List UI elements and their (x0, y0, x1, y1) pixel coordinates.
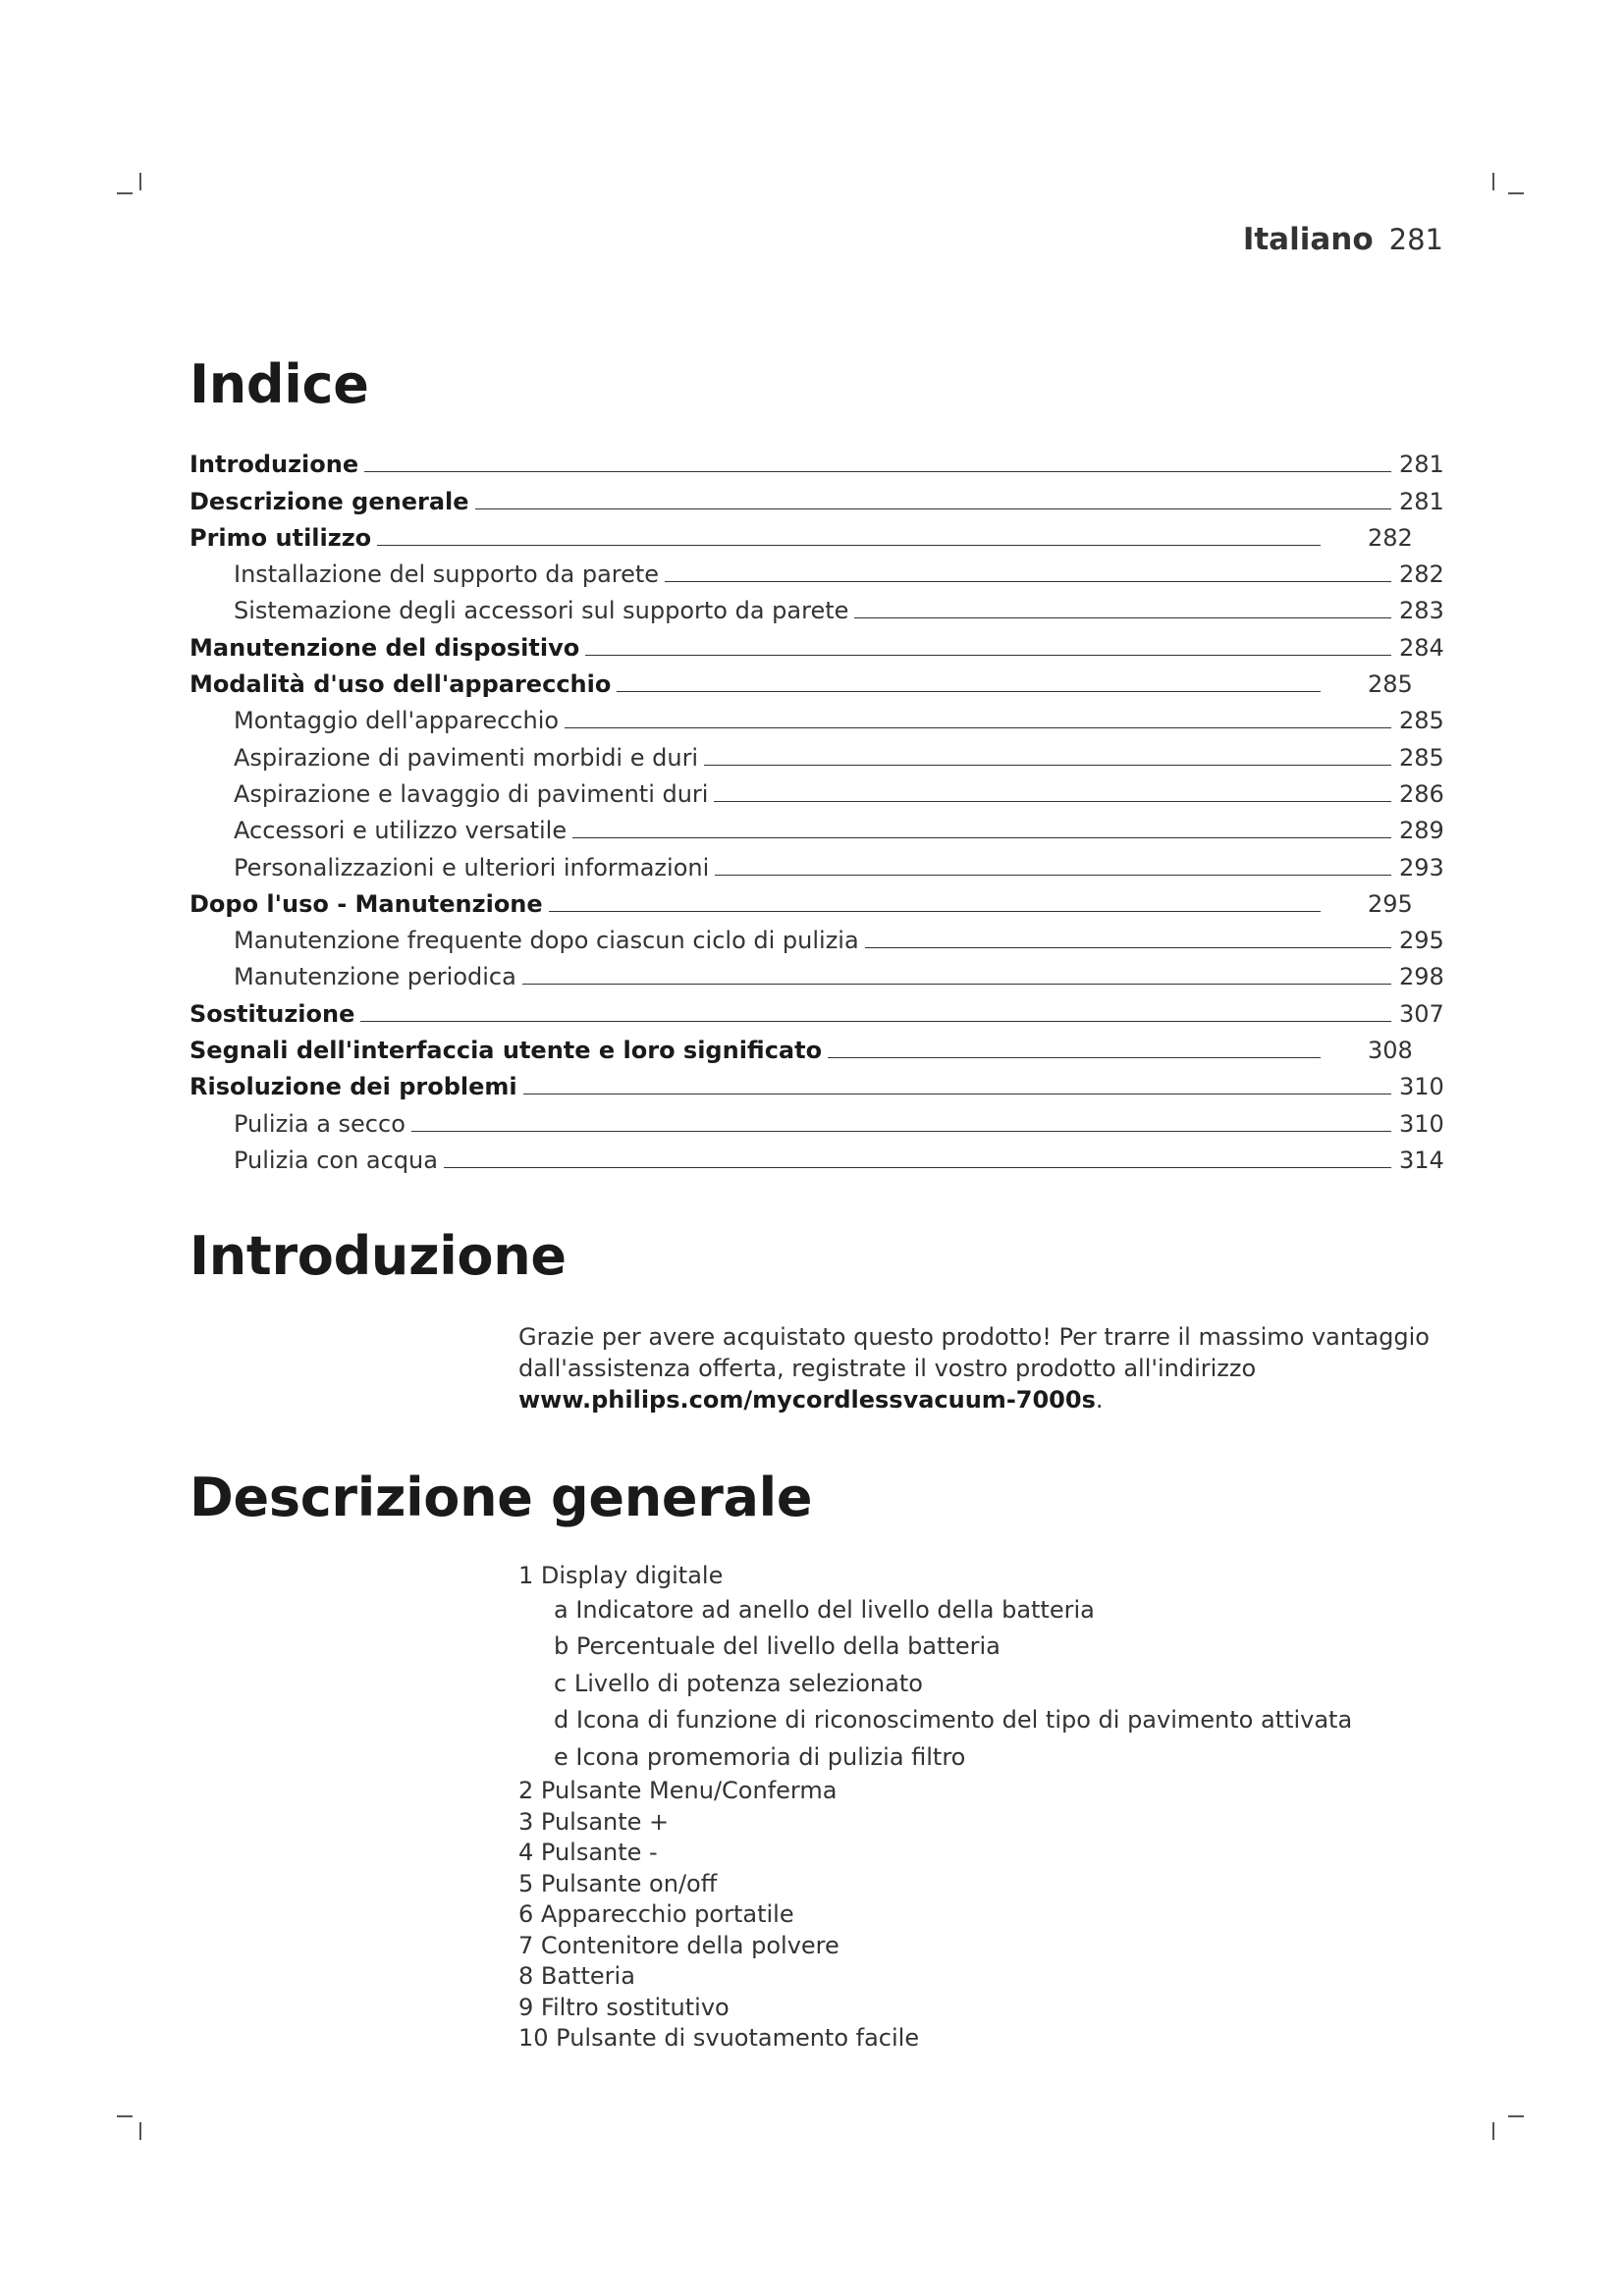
toc-entry-page: 285 (1399, 743, 1444, 772)
toc-entry-title: Modalità d'uso dell'apparecchio (189, 670, 612, 699)
toc-entry-title: Segnali dell'interfaccia utente e loro significato (189, 1037, 823, 1065)
toc-entry[interactable] (189, 881, 1456, 918)
overview-item: a Indicatore ad anello del livello della batteria (554, 1595, 1095, 1624)
toc-entry[interactable] (189, 478, 1456, 514)
toc-entry-title: Accessori e utilizzo versatile (234, 817, 568, 845)
toc-entry[interactable] (189, 844, 1456, 881)
introduction-paragraph (518, 1321, 1432, 1415)
overview-item: c Livello di potenza selezionato (554, 1669, 923, 1697)
table-of-contents (189, 442, 1456, 1174)
toc-entry-title: Risoluzione dei problemi (189, 1073, 517, 1101)
toc-entry-title: Pulizia a secco (234, 1109, 406, 1138)
overview-item: 3 Pulsante + (518, 1807, 670, 1836)
toc-entry-page: 307 (1399, 999, 1444, 1028)
page-number: 281 (1388, 223, 1443, 256)
toc-entry-page: 282 (1399, 561, 1444, 589)
toc-entry-title: Manutenzione periodica (234, 963, 516, 991)
overview-item: 4 Pulsante - (518, 1839, 658, 1866)
crop-mark (1492, 173, 1494, 190)
overview-item: 9 Filtro sostitutivo (518, 1993, 730, 2021)
toc-entry[interactable] (189, 954, 1456, 990)
language-label: Italiano (1242, 222, 1374, 257)
toc-entry-page: 293 (1399, 853, 1444, 881)
toc-leader-line (475, 507, 1391, 509)
page-header (1243, 222, 1443, 257)
toc-entry-title: Dopo l'uso - Manutenzione (189, 889, 543, 918)
toc-entry-page: 284 (1399, 633, 1444, 662)
toc-leader-line (360, 1020, 1391, 1022)
toc-leader-line (585, 654, 1391, 656)
overview-heading: Descrizione generale (189, 1467, 813, 1528)
toc-entry-page: 295 (1368, 889, 1413, 918)
registration-url[interactable]: www.philips.com/mycordlessvacuum-7000s (518, 1386, 1096, 1414)
toc-entry[interactable] (189, 1100, 1456, 1137)
overview-item: 7 Contenitore della polvere (518, 1931, 839, 1959)
crop-mark (139, 173, 141, 190)
toc-entry-title: Sistemazione degli accessori sul supporto da parete (234, 597, 849, 625)
toc-leader-line (549, 910, 1321, 912)
toc-leader-line (523, 1093, 1391, 1095)
crop-mark (117, 2115, 133, 2117)
overview-item: 6 Apparecchio portatile (518, 1900, 794, 1928)
toc-entry[interactable] (189, 734, 1456, 771)
toc-entry-page: 281 (1399, 451, 1444, 479)
crop-mark (139, 2122, 141, 2140)
overview-list (518, 1561, 1500, 2055)
toc-entry-page: 283 (1399, 597, 1444, 625)
toc-entry-page: 285 (1399, 707, 1444, 735)
toc-entry-title: Primo utilizzo (189, 523, 372, 552)
introduction-text: Grazie per avere acquistato questo prodotto! Per trarre il massimo vantaggio dall'assistenza offerta, registrate il vostro prodotto all'indirizzo (518, 1323, 1430, 1382)
toc-leader-line (854, 616, 1391, 618)
overview-item: 2 Pulsante Menu/Conferma (518, 1777, 838, 1804)
toc-entry[interactable] (189, 588, 1456, 624)
crop-mark (1492, 2122, 1494, 2140)
toc-entry[interactable] (189, 990, 1456, 1027)
overview-item: 10 Pulsante di svuotamento facile (518, 2024, 920, 2052)
crop-mark (1508, 2115, 1524, 2117)
toc-entry[interactable] (189, 624, 1456, 661)
toc-leader-line (364, 470, 1391, 472)
toc-entry-title: Manutenzione frequente dopo ciascun ciclo di pulizia (234, 927, 859, 955)
toc-leader-line (444, 1166, 1391, 1168)
toc-entry-page: 286 (1399, 779, 1444, 808)
toc-entry-title: Installazione del supporto da parete (234, 561, 660, 589)
toc-entry-title: Manutenzione del dispositivo (189, 633, 580, 662)
toc-leader-line (714, 800, 1391, 802)
toc-entry-title: Montaggio dell'apparecchio (234, 707, 560, 735)
toc-entry-page: 310 (1399, 1073, 1444, 1101)
toc-entry-page: 298 (1399, 963, 1444, 991)
toc-entry[interactable] (189, 1064, 1456, 1100)
toc-leader-line (828, 1056, 1321, 1058)
crop-mark (117, 192, 133, 194)
toc-entry-page: 282 (1368, 523, 1413, 552)
toc-leader-line (865, 946, 1391, 948)
toc-entry-title: Sostituzione (189, 999, 355, 1028)
toc-heading: Indice (189, 353, 369, 415)
toc-entry-title: Personalizzazioni e ulteriori informazioni (234, 853, 710, 881)
toc-entry-page: 295 (1399, 927, 1444, 955)
overview-item: e Icona promemoria di pulizia filtro (554, 1742, 966, 1771)
toc-entry[interactable] (189, 772, 1456, 808)
toc-entry[interactable] (189, 1028, 1456, 1064)
toc-entry[interactable] (189, 515, 1456, 552)
toc-entry-page: 281 (1399, 487, 1444, 515)
toc-leader-line (565, 726, 1391, 728)
toc-entry-title: Pulizia con acqua (234, 1146, 438, 1174)
overview-item: 5 Pulsante on/off (518, 1869, 718, 1897)
toc-entry-title: Aspirazione e lavaggio di pavimenti duri (234, 779, 709, 808)
toc-leader-line (617, 690, 1321, 692)
toc-entry[interactable] (189, 918, 1456, 954)
toc-entry[interactable] (189, 662, 1456, 698)
toc-leader-line (665, 580, 1391, 582)
crop-mark (1508, 192, 1524, 194)
toc-entry-title: Descrizione generale (189, 487, 469, 515)
overview-item: 1 Display digitale (518, 1562, 724, 1589)
overview-item: 8 Batteria (518, 1962, 635, 1990)
toc-leader-line (704, 764, 1391, 766)
toc-entry-page: 285 (1368, 670, 1413, 699)
toc-entry-title: Aspirazione di pavimenti morbidi e duri (234, 743, 699, 772)
toc-leader-line (522, 983, 1391, 985)
toc-entry[interactable] (189, 552, 1456, 588)
introduction-text-end: . (1095, 1386, 1104, 1414)
toc-leader-line (715, 874, 1391, 876)
toc-entry[interactable] (189, 808, 1456, 844)
toc-leader-line (411, 1130, 1391, 1132)
overview-item: d Icona di funzione di riconoscimento del tipo di pavimento attivata (554, 1706, 1353, 1734)
toc-entry[interactable] (189, 442, 1456, 478)
overview-item: b Percentuale del livello della batteria (554, 1632, 1001, 1660)
toc-entry-page: 289 (1399, 817, 1444, 845)
toc-entry[interactable] (189, 698, 1456, 734)
toc-leader-line (572, 836, 1391, 838)
toc-entry-page: 308 (1368, 1037, 1413, 1065)
toc-leader-line (377, 544, 1321, 546)
toc-entry-page: 310 (1399, 1109, 1444, 1138)
toc-entry-page: 314 (1399, 1146, 1444, 1174)
toc-entry[interactable] (189, 1138, 1456, 1174)
toc-entry-title: Introduzione (189, 451, 359, 479)
introduction-heading: Introduzione (189, 1225, 567, 1287)
